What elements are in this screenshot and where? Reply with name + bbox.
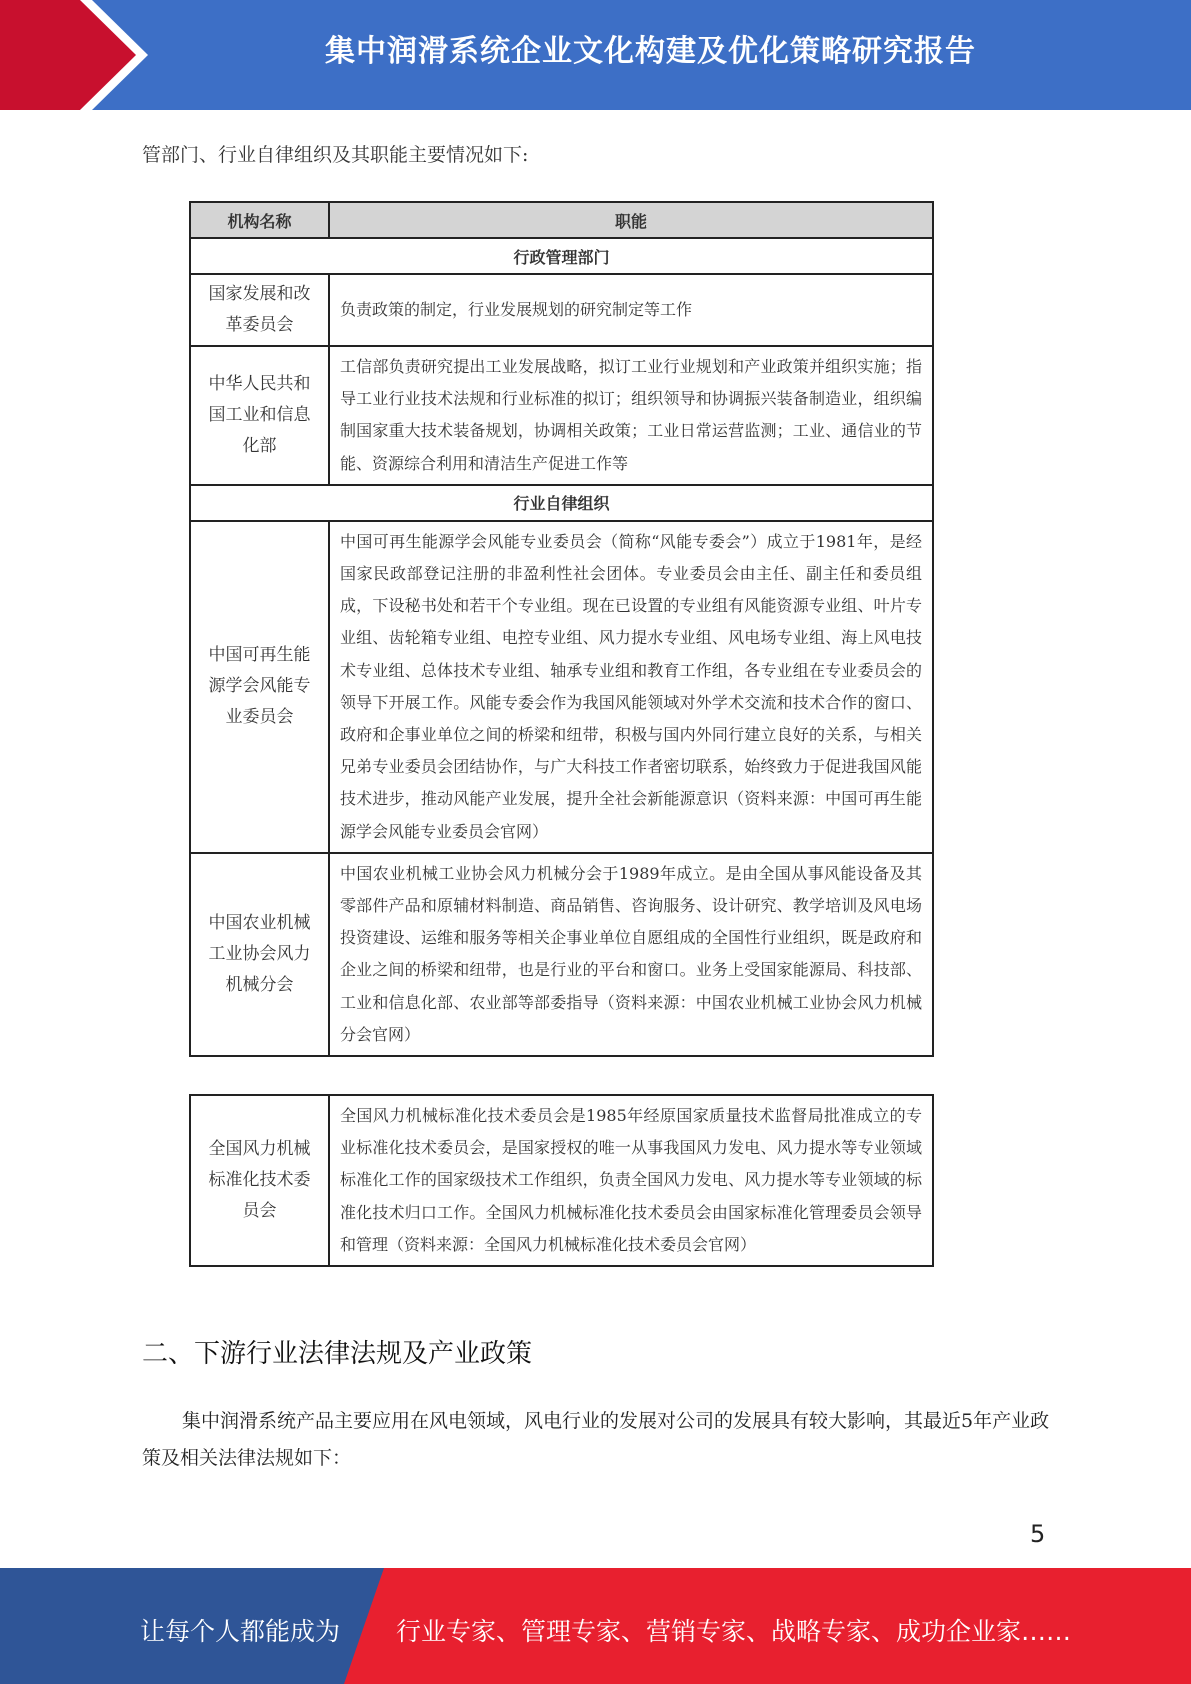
- table-header-row: [190, 202, 933, 238]
- report-title: 集中润滑系统企业文化构建及优化策略研究报告: [325, 34, 976, 69]
- section-title: 行政管理部门: [190, 238, 933, 274]
- footer-slogan-left: 让每个人都能成为: [140, 1617, 341, 1646]
- page-number: 5: [1030, 1520, 1046, 1548]
- org-name: 中国农业机械工业协会风力机械分会: [190, 853, 329, 1056]
- org-name: 全国风力机械标准化技术委员会: [190, 1095, 329, 1266]
- column-header-function: 职能: [329, 202, 933, 238]
- column-header-name: 机构名称: [190, 202, 329, 238]
- org-name: 中华人民共和国工业和信息化部: [190, 346, 329, 485]
- section-row: [190, 238, 933, 274]
- table-row: [190, 853, 933, 1056]
- section-heading: 二、下游行业法律法规及产业政策: [142, 1339, 533, 1369]
- table-row: [190, 346, 933, 485]
- section-title: 行业自律组织: [190, 485, 933, 521]
- table-row: [190, 521, 933, 853]
- org-function: 中国农业机械工业协会风力机械分会于1989年成立。是由全国从事风能设备及其零部件产品和原辅材料制造、商品销售、咨询服务、设计研究、教学培训及风电场投资建设、运维和服务等相关企事业单位自愿组成的全国性行业组织，既是政府和企业之间的桥梁和纽带，也是行业的平台和窗口。业务上受国家能源局、科技部、工业和信息化部、农业部等部委指导（资料来源：中国农业机械工业协会风力机械分会官网）: [329, 853, 933, 1056]
- org-function: 中国可再生能源学会风能专业委员会（简称“风能专委会”）成立于1981年，是经国家民政部登记注册的非盈利性社会团体。专业委员会由主任、副主任和委员组成，下设秘书处和若干个专业组。现在已设置的专业组有风能资源专业组、叶片专业组、齿轮箱专业组、电控专业组、风力提水专业组、风电场专业组、海上风电技术专业组、总体技术专业组、轴承专业组和教育工作组，各专业组在专业委员会的领导下开展工作。风能专委会作为我国风能领域对外学术交流和技术合作的窗口、政府和企事业单位之间的桥梁和纽带，积极与国内外同行建立良好的关系，与相关兄弟专业委员会团结协作，与广大科技工作者密切联系，始终致力于促进我国风能技术进步，推动风能产业发展，提升全社会新能源意识（资料来源：中国可再生能源学会风能专业委员会官网）: [329, 521, 933, 853]
- body-paragraph: [142, 1403, 1052, 1477]
- intro-text: 管部门、行业自律组织及其职能主要情况如下:: [142, 144, 529, 166]
- footer-slogan-right: 行业专家、管理专家、营销专家、战略专家、成功企业家……: [396, 1617, 1072, 1646]
- org-name: 国家发展和改革委员会: [190, 274, 329, 346]
- org-name: 中国可再生能源学会风能专业委员会: [190, 521, 329, 853]
- org-function: 工信部负责研究提出工业发展战略，拟订工业行业规划和产业政策并组织实施；指导工业行业技术法规和行业标准的拟订；组织领导和协调振兴装备制造业，组织编制国家重大技术装备规划，协调相关政策；工业日常运营监测；工业、通信业的节能、资源综合利用和清洁生产促进工作等: [329, 346, 933, 485]
- header-banner: [0, 0, 1191, 110]
- table-row: [190, 1095, 933, 1266]
- organization-table: [189, 201, 934, 1057]
- table-row: [190, 274, 933, 346]
- org-function: 全国风力机械标准化技术委员会是1985年经原国家质量技术监督局批准成立的专业标准化技术委员会，是国家授权的唯一从事我国风力发电、风力提水等专业领域标准化工作的国家级技术工作组织，负责全国风力发电、风力提水等专业领域的标准化技术归口工作。全国风力机械标准化技术委员会由国家标准化管理委员会领导和管理（资料来源：全国风力机械标准化技术委员会官网）: [329, 1095, 933, 1266]
- organization-table-continued: [189, 1094, 934, 1267]
- section-row: [190, 485, 933, 521]
- paragraph-text: 集中润滑系统产品主要应用在风电领域，风电行业的发展对公司的发展具有较大影响，其最近5年产业政策及相关法律法规如下：: [142, 1410, 1050, 1469]
- org-function: 负责政策的制定，行业发展规划的研究制定等工作: [329, 274, 933, 346]
